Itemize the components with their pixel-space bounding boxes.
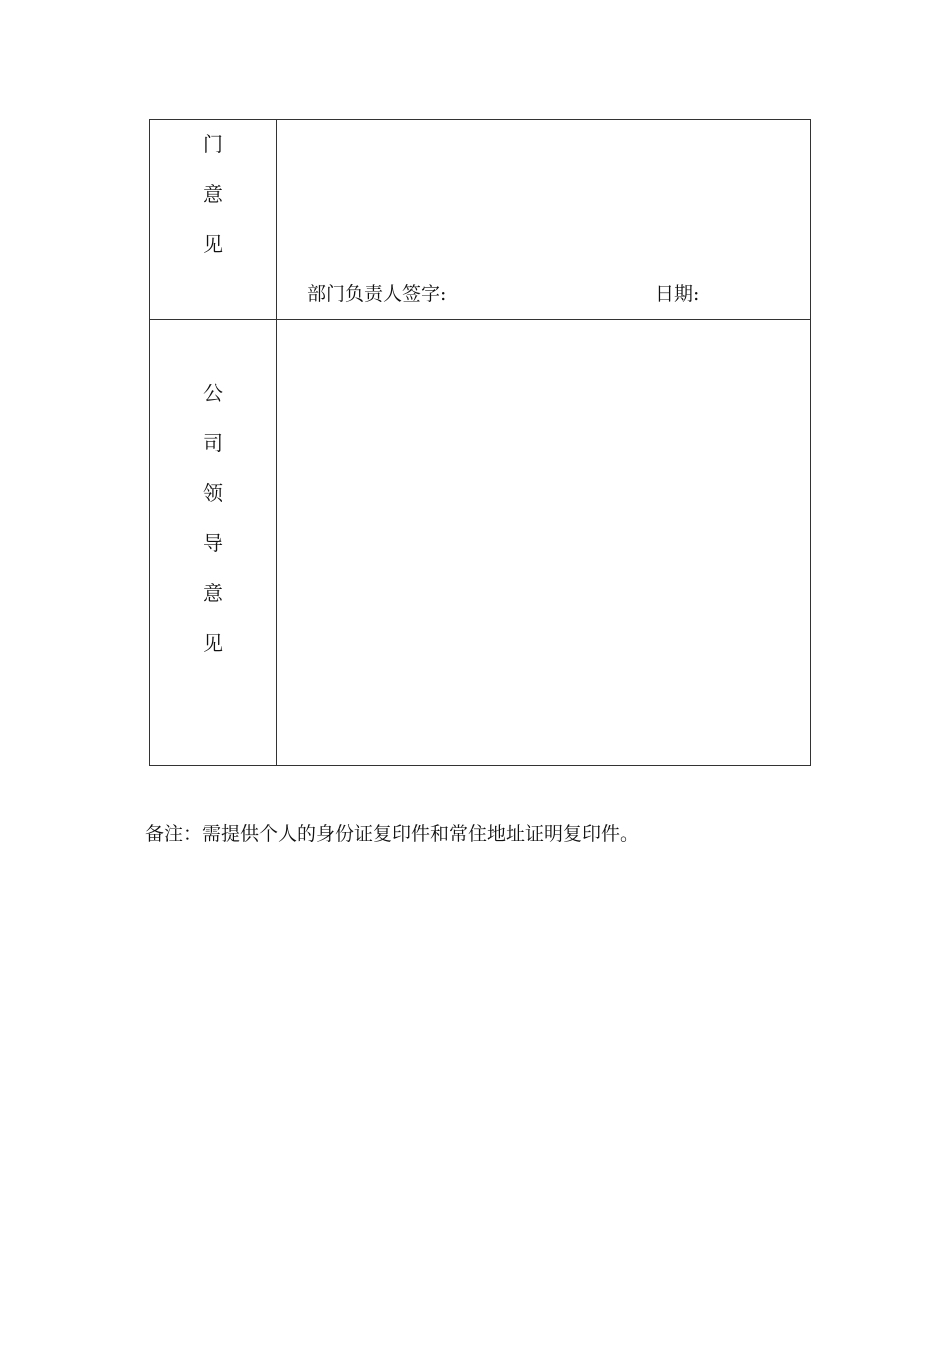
approval-form-table (149, 119, 811, 766)
company-leader-label-cell (150, 320, 277, 765)
department-label-char: 门 (203, 132, 223, 156)
company-leader-opinion-row (150, 320, 810, 765)
remark-note: 备注：需提供个人的身份证复印件和常住地址证明复印件。 (145, 823, 640, 845)
department-label-char: 见 (203, 232, 223, 256)
department-opinion-label-cell (150, 120, 277, 319)
leader-label-char: 领 (203, 481, 223, 505)
leader-label-char: 导 (203, 531, 223, 555)
department-opinion-row (150, 120, 810, 320)
department-date-label: 日期: (655, 283, 700, 305)
department-head-signature-label: 部门负责人签字: (307, 283, 447, 305)
company-leader-opinion-content-cell[interactable] (277, 320, 810, 765)
department-opinion-content-cell[interactable] (277, 120, 810, 319)
leader-label-char: 公 (203, 381, 223, 405)
leader-label-char: 司 (203, 431, 223, 455)
department-label-char: 意 (203, 182, 223, 206)
leader-label-char: 见 (203, 631, 223, 655)
leader-label-char: 意 (203, 581, 223, 605)
